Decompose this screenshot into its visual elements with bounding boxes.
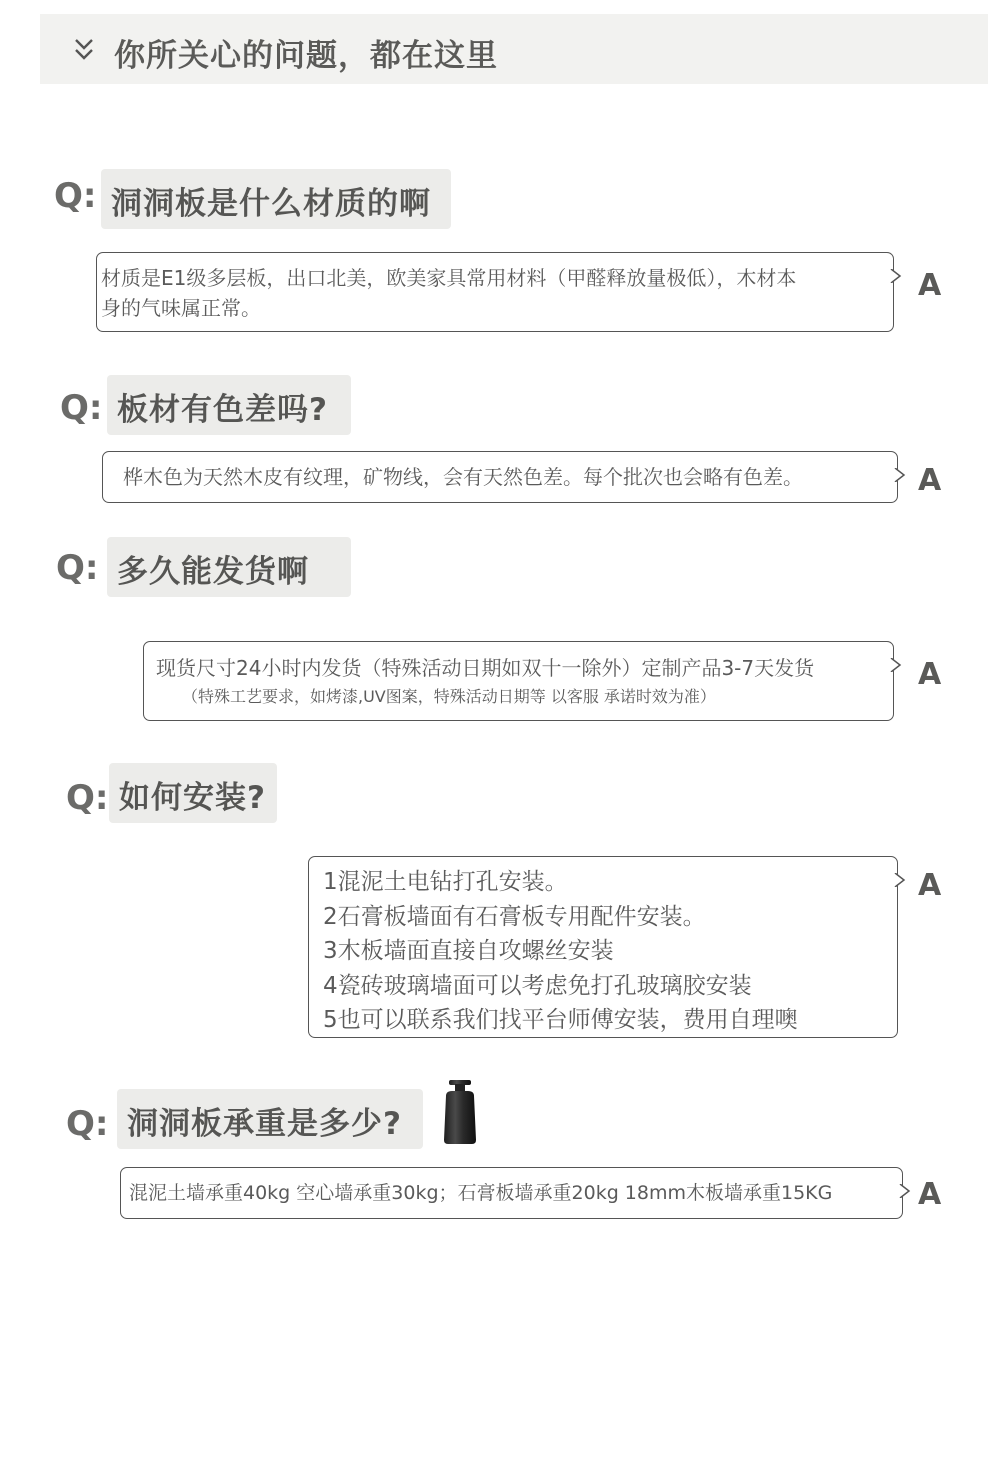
answer-box — [308, 856, 898, 1038]
answer-note: （特殊工艺要求，如烤漆,UV图案，特殊活动日期等 以客服 承诺时效为准） — [182, 687, 716, 706]
question-text: 洞洞板是什么材质的啊 — [111, 186, 431, 222]
question-prefix: Q: — [66, 778, 109, 818]
speech-tail-icon — [894, 873, 906, 887]
speech-tail-icon — [894, 468, 906, 482]
answer-label: A — [918, 463, 942, 498]
question-prefix: Q: — [66, 1104, 109, 1144]
answer-line: 2石膏板墙面有石膏板专用配件安装。 — [323, 903, 706, 930]
answer-line: 材质是E1级多层板，出口北美，欧美家具常用材料（甲醛释放量极低），木材本 — [101, 266, 797, 290]
answer-line: 4瓷砖玻璃墙面可以考虑免打孔玻璃胶安装 — [323, 972, 752, 999]
answer-line: 1混泥土电钻打孔安装。 — [323, 869, 568, 895]
answer-line: 混泥土墙承重40kg 空心墙承重30kg；石膏板墙承重20kg 18mm木板墙承重15KG — [129, 1182, 833, 1204]
double-chevron-down-icon — [72, 36, 96, 64]
answer-label: A — [918, 268, 942, 303]
question-text: 多久能发货啊 — [117, 554, 309, 590]
question-prefix: Q: — [56, 548, 99, 588]
section-header — [40, 14, 988, 84]
question-text: 如何安装? — [119, 780, 266, 816]
question-text: 板材有色差吗? — [117, 392, 328, 428]
answer-box — [143, 641, 894, 721]
answer-label: A — [918, 1177, 942, 1212]
question-text: 洞洞板承重是多少? — [127, 1106, 402, 1142]
answer-line: 现货尺寸24小时内发货（特殊活动日期如双十一除外）定制产品3-7天发货 — [156, 656, 815, 680]
question-box — [107, 375, 351, 435]
weight-icon — [440, 1078, 480, 1146]
question-box — [117, 1089, 423, 1149]
question-box — [107, 537, 351, 597]
question-prefix: Q: — [60, 388, 103, 428]
speech-tail-icon — [899, 1184, 911, 1198]
answer-label: A — [918, 657, 942, 692]
answer-label: A — [918, 868, 942, 903]
answer-box — [120, 1167, 903, 1219]
speech-tail-icon — [890, 658, 902, 672]
answer-line: 身的气味属正常。 — [101, 296, 261, 320]
section-title: 你所关心的问题，都在这里 — [114, 38, 498, 74]
question-prefix: Q: — [54, 176, 97, 216]
speech-tail-icon — [890, 269, 902, 283]
answer-line: 3木板墙面直接自攻螺丝安装 — [323, 938, 614, 964]
question-box — [101, 169, 451, 229]
answer-box — [102, 451, 898, 503]
answer-line: 桦木色为天然木皮有纹理，矿物线，会有天然色差。每个批次也会略有色差。 — [123, 465, 803, 489]
answer-box — [96, 252, 894, 332]
answer-line: 5也可以联系我们找平台师傅安装，费用自理噢 — [323, 1007, 798, 1033]
question-box — [109, 763, 277, 823]
